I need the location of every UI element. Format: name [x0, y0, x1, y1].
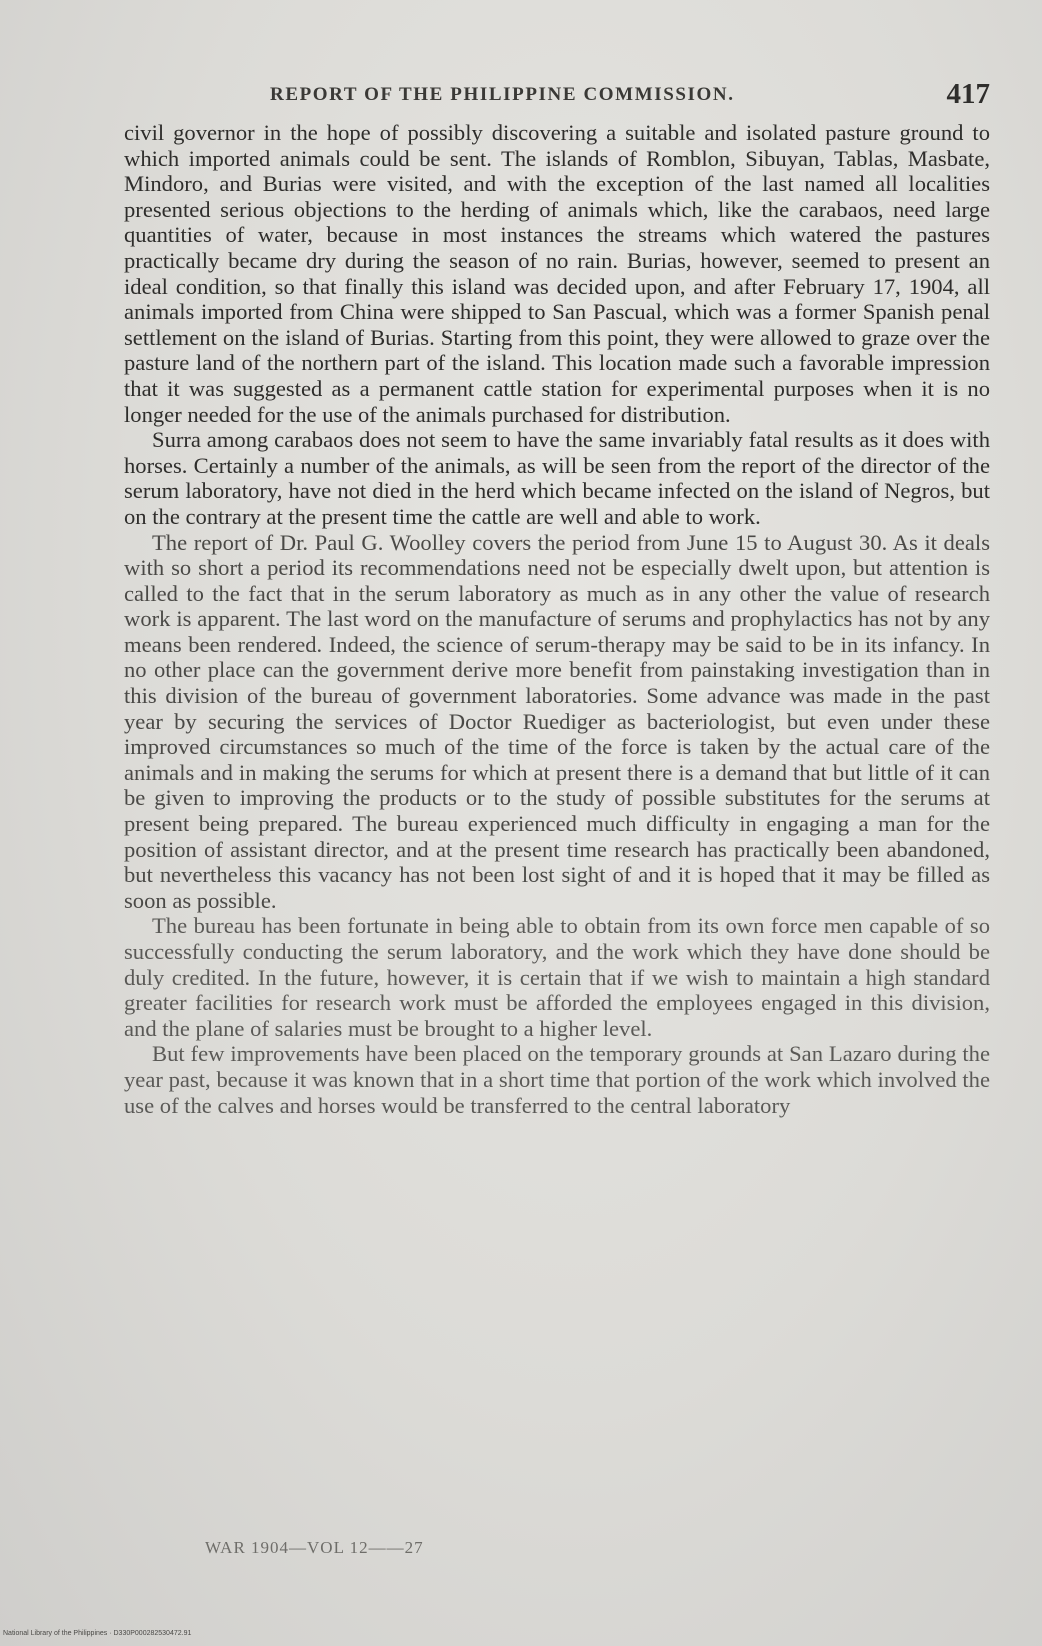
library-credit: National Library of the Philippines · D330P000282530472.91 [3, 1630, 192, 1637]
paragraph: Surra among carabaos does not seem to have the same invariably fatal results as it does with horses. Certainly a number of the animals, as will be seen from the report of the director of the serum laboratory, have not died in the herd which became infected on the island of Negros, but on the contrary at the present time the cattle are well and able to work. [124, 427, 990, 529]
paragraph: But few improvements have been placed on the temporary grounds at San Lazaro during the year past, because it was known that in a short time that portion of the work which involved the use of the calves and horses would be transferred to the central laboratory [124, 1041, 990, 1118]
paragraph: The report of Dr. Paul G. Woolley covers the period from June 15 to August 30. As it deals with so short a period its recommendations need not be especially dwelt upon, but attention is called to the fact that in the serum laboratory as much as in any other the value of research work is apparent. The last word on the manufacture of serums and prophylactics has not by any means been rendered. Indeed, the science of serum-therapy may be said to be in its infancy. In no other place can the government derive more benefit from painstaking investigation than in this division of the bureau of government laboratories. Some advance was made in the past year by securing the services of Doctor Ruediger as bacteriologist, but even under these improved circumstances so much of the time of the force is taken by the actual care of the animals and in making the serums for which at present there is a demand that but little of it can be given to improving the products or to the study of possible substitutes for the serums at present being prepared. The bureau experienced much difficulty in engaging a man for the position of assistant director, and at the present time research has practically been abandoned, but nevertheless this vacancy has not been lost sight of and it is hoped that it may be filled as soon as possible. [124, 529, 990, 913]
page-number: 417 [946, 78, 990, 110]
body-text [124, 120, 990, 1118]
running-title: REPORT OF THE PHILIPPINE COMMISSION. [270, 84, 735, 105]
signature-mark: WAR 1904—VOL 12——27 [205, 1538, 424, 1557]
page-header [270, 78, 990, 118]
paragraph: The bureau has been fortunate in being able to obtain from its own force men capable of so successfully conducting the serum laboratory, and the work which they have done should be duly credited. In the future, however, it is certain that if we wish to maintain a high standard greater facilities for research work must be afforded the employees engaged in this division, and the plane of salaries must be brought to a higher level. [124, 913, 990, 1041]
paragraph: civil governor in the hope of possibly discovering a suitable and isolated pasture ground to which imported animals could be sent. The islands of Romblon, Sibuyan, Tablas, Masbate, Mindoro, and Burias were visited, and with the exception of the last named all localities presented serious objections to the herding of animals which, like the carabaos, need large quantities of water, because in most instances the streams which watered the pastures practically became dry during the season of no rain. Burias, however, seemed to present an ideal condition, so that finally this island was decided upon, and after February 17, 1904, all animals imported from China were shipped to San Pascual, which was a former Spanish penal settlement on the island of Burias. Starting from this point, they were allowed to graze over the pasture land of the northern part of the island. This location made such a favorable impression that it was suggested as a permanent cattle station for experimental purposes when it is no longer needed for the use of the animals purchased for distribution. [124, 120, 990, 427]
